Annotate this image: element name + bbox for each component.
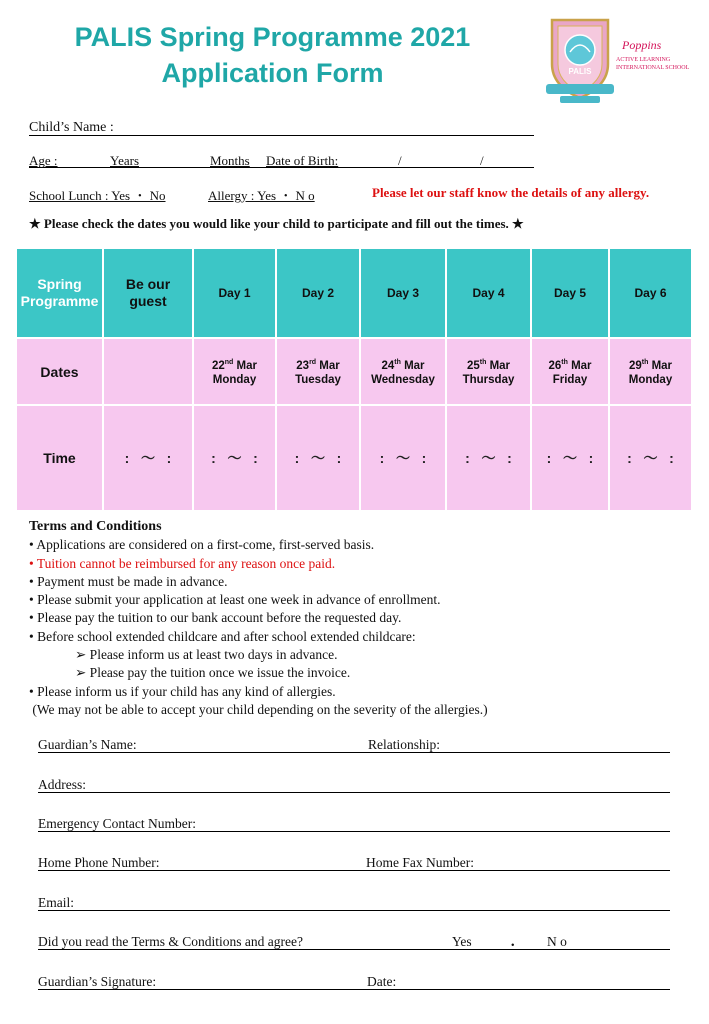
time-row-label: Time — [17, 406, 102, 510]
schedule-table — [17, 249, 691, 510]
allergy-choice[interactable]: Allergy : Yes ・ N o — [208, 188, 315, 203]
date-cell[interactable]: 22nd Mar Monday — [194, 339, 275, 404]
table-day-header: Day 5 — [532, 249, 608, 337]
signature-field[interactable] — [38, 989, 670, 990]
signature-label: Guardian’s Signature: — [38, 974, 157, 989]
date-cell[interactable]: 24th Mar Wednesday — [361, 339, 445, 404]
email-label: Email: — [38, 895, 74, 910]
address-label: Address: — [38, 777, 86, 792]
age-label: Age : — [29, 153, 58, 168]
home-phone-label: Home Phone Number: — [38, 855, 160, 870]
table-day-header: Day 2 — [277, 249, 359, 337]
date-cell[interactable]: 25th Mar Thursday — [447, 339, 530, 404]
school-logo — [540, 14, 700, 104]
dob-sep2: / — [480, 153, 484, 168]
table-corner: Spring Programme — [17, 249, 102, 337]
email-field[interactable] — [38, 910, 670, 911]
table-day-header: Day 1 — [194, 249, 275, 337]
time-input[interactable]: : ～ : — [610, 406, 691, 510]
allergy-note: Please let our staff know the details of any allergy. — [372, 185, 650, 200]
logo-brand: Poppins — [622, 38, 662, 52]
logo-text: PALIS — [568, 67, 592, 76]
dob-label: Date of Birth: — [266, 153, 339, 168]
time-input[interactable]: : ～ : — [277, 406, 359, 510]
address-field[interactable] — [38, 792, 670, 793]
dates-row-label: Dates — [17, 339, 102, 404]
time-input[interactable]: : ～ : — [447, 406, 530, 510]
terms-item: • Payment must be made in advance. — [29, 573, 228, 589]
instruction-text: ★ Please check the dates you would like your child to participate and fill out the times. ★ — [29, 216, 524, 231]
agree-question: Did you read the Terms & Conditions and agree? — [38, 934, 303, 949]
agree-field[interactable] — [38, 949, 670, 950]
agree-no[interactable]: N o — [547, 934, 567, 949]
phone-field[interactable] — [38, 870, 670, 871]
terms-item: • Please inform us if your child has any kind of allergies. — [29, 683, 336, 699]
table-day-header: Day 6 — [610, 249, 691, 337]
dob-sep1: / — [398, 153, 402, 168]
guardian-name-label: Guardian’s Name: — [38, 737, 137, 752]
logo-sub1: ACTIVE LEARNING — [616, 57, 671, 63]
terms-item: • Applications are considered on a first-come, first-served basis. — [29, 537, 375, 553]
time-input[interactable]: : ～ : — [532, 406, 608, 510]
terms-item: • Tuition cannot be reimbursed for any reason once paid. — [29, 555, 336, 571]
age-dob-field[interactable] — [29, 167, 534, 168]
child-name-field[interactable] — [29, 135, 534, 136]
table-guest-header: Be our guest — [104, 249, 192, 337]
terms-subitem: ➢ Please pay the tuition once we issue the invoice. — [75, 665, 351, 681]
date-cell[interactable]: 29th Mar Monday — [610, 339, 691, 404]
time-input[interactable]: : ～ : — [361, 406, 445, 510]
terms-heading: Terms and Conditions — [29, 519, 162, 534]
terms-note: (We may not be able to accept your child depending on the severity of the allergies.) — [29, 701, 488, 717]
terms-item: • Please submit your application at least one week in advance of enrollment. — [29, 592, 441, 608]
terms-item: • Please pay the tuition to our bank account before the requested day. — [29, 610, 402, 626]
table-day-header: Day 4 — [447, 249, 530, 337]
terms-item: • Before school extended childcare and after school extended childcare: — [29, 628, 416, 644]
school-lunch-choice[interactable]: School Lunch : Yes ・ No — [29, 188, 166, 203]
emergency-label: Emergency Contact Number: — [38, 816, 196, 831]
logo-sub2: INTERNATIONAL SCHOOL — [616, 65, 690, 71]
time-input[interactable]: : ～ : — [194, 406, 275, 510]
home-fax-label: Home Fax Number: — [366, 855, 474, 870]
terms-subitem: ➢ Please inform us at least two days in advance. — [75, 647, 338, 663]
date-cell[interactable]: 26th Mar Friday — [532, 339, 608, 404]
agree-dot: ・ — [506, 938, 520, 953]
child-name-label: Child’s Name : — [29, 120, 114, 135]
time-input[interactable]: : ～ : — [104, 406, 192, 510]
terms-section — [29, 518, 679, 719]
date-label: Date: — [367, 974, 397, 989]
months-label: Months — [210, 153, 250, 168]
guardian-name-field[interactable] — [38, 752, 670, 753]
emergency-field[interactable] — [38, 831, 670, 832]
guest-date-cell[interactable] — [104, 339, 192, 404]
title-line2: Application Form — [161, 58, 384, 88]
years-label: Years — [110, 153, 140, 168]
table-day-header: Day 3 — [361, 249, 445, 337]
date-cell[interactable]: 23rd Mar Tuesday — [277, 339, 359, 404]
relationship-label: Relationship: — [368, 737, 440, 752]
title-line1: PALIS Spring Programme 2021 — [74, 22, 471, 52]
agree-yes[interactable]: Yes — [452, 934, 472, 949]
